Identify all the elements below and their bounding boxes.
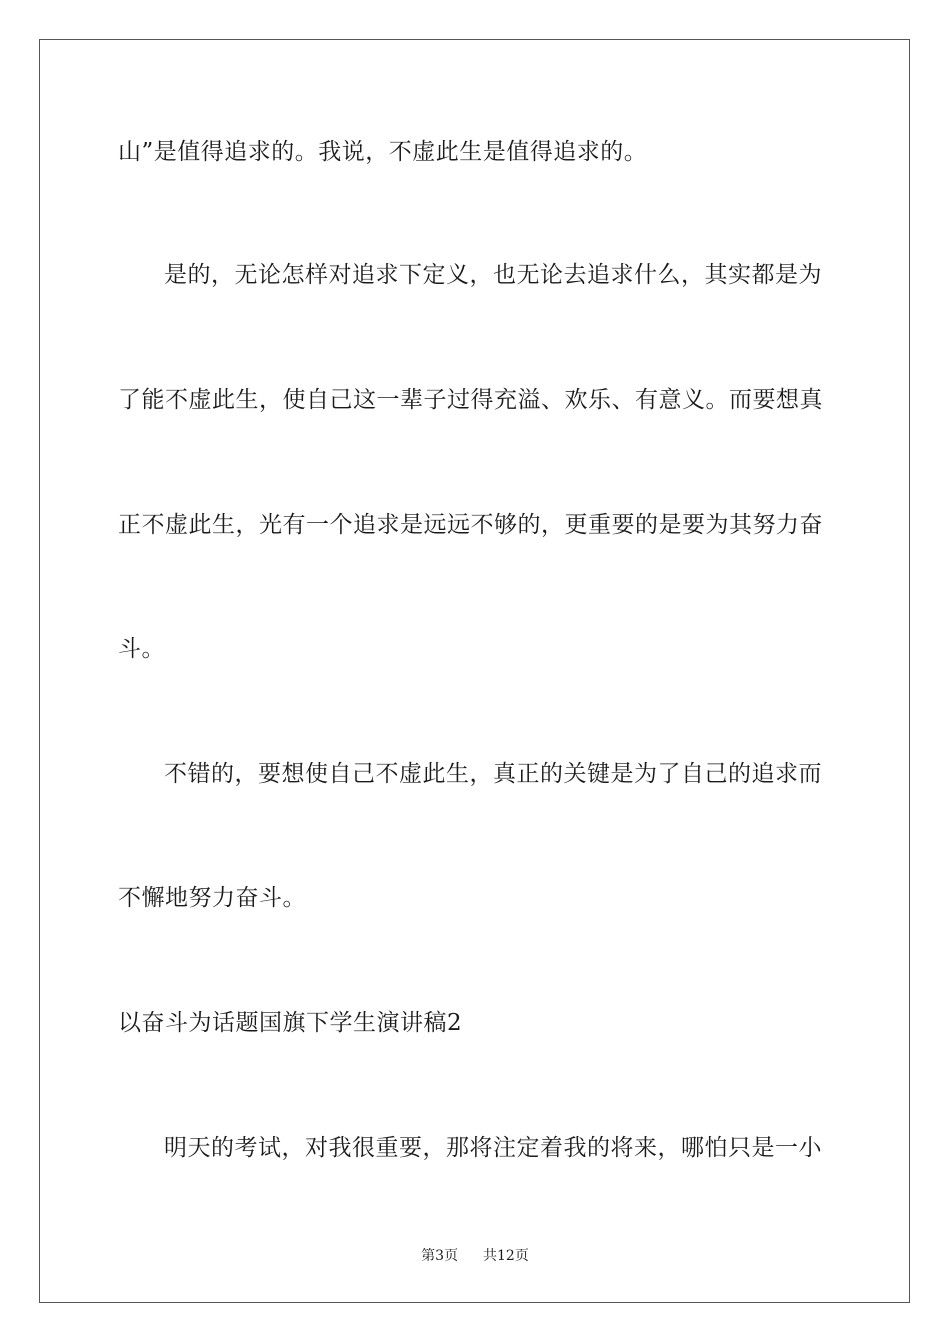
body-text-line: 斗。 <box>118 636 165 662</box>
body-text-line: 了能不虚此生，使自己这一辈子过得充溢、欢乐、有意义。而要想真 <box>118 387 823 413</box>
page-border <box>39 39 910 1303</box>
page-total: 共12页 <box>483 1248 529 1264</box>
body-text-line: 不错的，要想使自己不虚此生，真正的关键是为了自己的追求而 <box>164 761 822 787</box>
section-heading: 以奋斗为话题国旗下学生演讲稿2 <box>118 1010 463 1036</box>
body-text-line: 正不虚此生，光有一个追求是远远不够的，更重要的是要为其努力奋 <box>118 512 823 538</box>
body-text-line: 山”是值得追求的。我说，不虚此生是值得追求的。 <box>118 139 648 165</box>
page-footer <box>0 1246 950 1266</box>
body-text-line: 不懈地努力奋斗。 <box>118 885 306 911</box>
page-number: 第3页 <box>421 1248 459 1264</box>
body-text-line: 明天的考试，对我很重要，那将注定着我的将来，哪怕只是一小 <box>164 1135 822 1161</box>
body-text-line: 是的，无论怎样对追求下定义，也无论去追求什么，其实都是为 <box>164 262 822 288</box>
